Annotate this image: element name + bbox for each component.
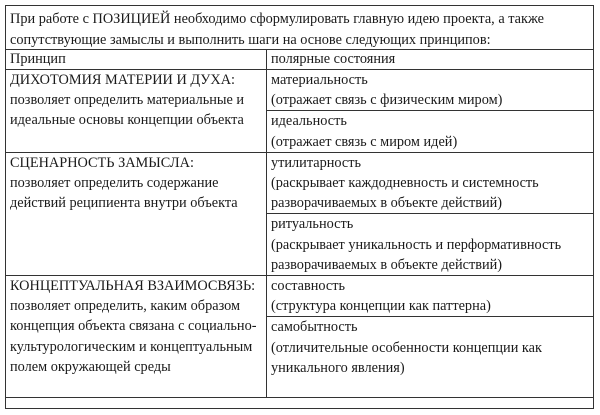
state-explanation: (структура концепции как паттерна) xyxy=(271,298,491,315)
state-name: материальность xyxy=(271,72,368,88)
header-principle: Принцип xyxy=(6,50,267,70)
state-explanation: (отражает связь с физическим миром) xyxy=(271,92,503,109)
table-row xyxy=(6,70,594,111)
principle-description: позволяет определить материальные и идеальные основы концепции объекта xyxy=(10,92,245,129)
principle-cell xyxy=(6,276,267,398)
principle-description: позволяет определить, каким образом концепция объекта связана с социально-культурологическим и концептуальным полем окружающей среды xyxy=(10,298,257,375)
state-explanation: (раскрывает каждодневность и системность разворачиваемых в объекте действий) xyxy=(271,175,539,212)
principle-cell xyxy=(6,70,267,153)
state-name: самобытность xyxy=(271,319,358,336)
state-cell xyxy=(267,317,594,398)
intro-paragraph: При работе с ПОЗИЦИЕЙ необходимо сформулировать главную идею проекта, а также сопутствующие замыслы и выполнить шаги на основе следующих принципов: xyxy=(10,11,544,48)
state-explanation: (отличительные особенности концепции как уникального явления) xyxy=(271,339,542,376)
principle-description: позволяет определить содержание действий реципиента внутри объекта xyxy=(10,175,238,212)
state-explanation: (отражает связь с миром идей) xyxy=(271,133,458,150)
state-name: идеальность xyxy=(271,113,347,130)
state-cell xyxy=(267,152,594,214)
state-cell xyxy=(267,111,594,152)
principles-table xyxy=(5,49,594,398)
table-row xyxy=(6,152,594,214)
state-cell xyxy=(267,214,594,276)
state-name: утилитарность xyxy=(271,154,362,171)
principle-title: СЦЕНАРНОСТЬ ЗАМЫСЛА: xyxy=(10,154,194,171)
state-cell xyxy=(267,70,594,111)
table-header-row xyxy=(6,50,594,70)
principle-cell xyxy=(6,152,267,275)
table-row xyxy=(6,276,594,317)
state-explanation: (раскрывает уникальность и перформативность разворачиваемых в объекте действий) xyxy=(271,236,562,273)
document-frame xyxy=(5,5,594,409)
principle-title: ДИХОТОМИЯ МАТЕРИИ И ДУХА: xyxy=(10,72,236,88)
header-polar-states: полярные состояния xyxy=(267,50,594,70)
principle-title: КОНЦЕПТУАЛЬНАЯ ВЗАИМОСВЯЗЬ: xyxy=(10,278,256,295)
state-name: составность xyxy=(271,278,345,295)
state-cell xyxy=(267,276,594,317)
state-name: ритуальность xyxy=(271,216,354,233)
